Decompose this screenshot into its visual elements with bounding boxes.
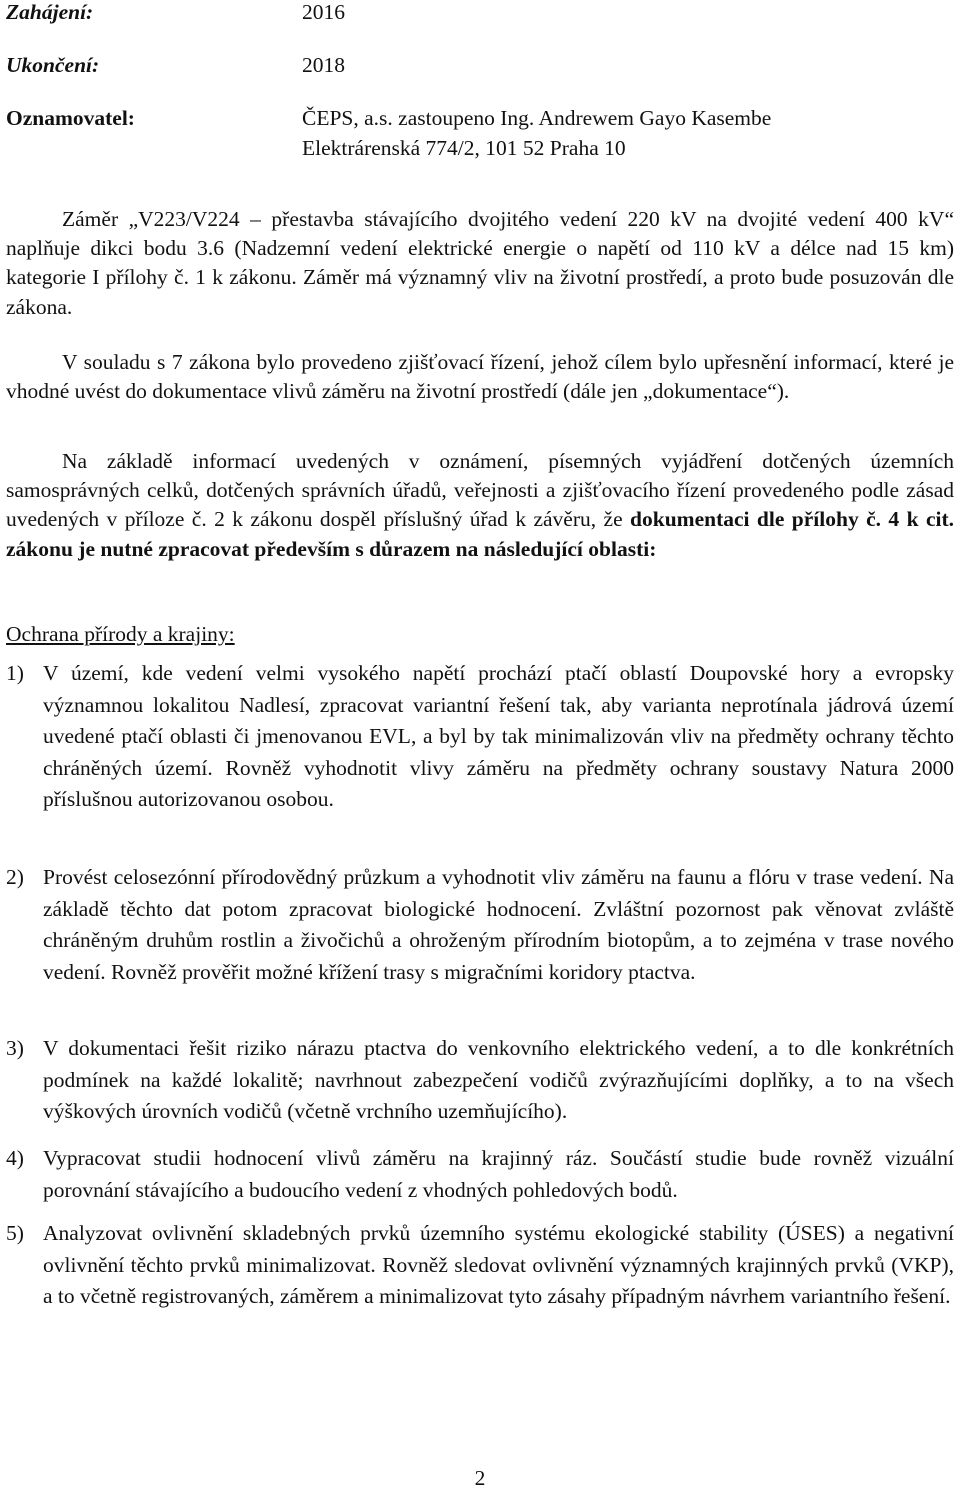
list-item-number: 2)	[6, 865, 24, 889]
paragraph-intent: Záměr „V223/V224 – přestavba stávajícího dvojitého vedení 220 kV na dvojité vedení 400 kV“ naplňuje dikci bodu 3.6 (Nadzemní vedení elektrické energie o napětí od 110 kV a délce nad 15 km) kategorie I přílohy č. 1 k zákonu. Záměr má významný vliv na životní prostředí, a proto bude posuzován dle zákona.	[6, 207, 954, 319]
section-heading: Ochrana přírody a krajiny:	[6, 622, 235, 646]
list-item-text: Vypracovat studii hodnocení vlivů záměru na krajinný ráz. Součástí studie bude rovněž vizuální porovnání stávajícího a budoucího vedení z vhodných pohledových bodů.	[43, 1146, 954, 1202]
notifier-line-1: ČEPS, a.s. zastoupeno Ing. Andrewem Gayo Kasembe	[302, 106, 772, 130]
end-label: Ukončení:	[6, 53, 100, 77]
conclusion-emphasis: dokumentaci dle přílohy č. 4 k cit. zákonu je nutné zpracovat především s důrazem na následující oblasti:	[6, 507, 954, 561]
start-value: 2016	[302, 0, 345, 24]
paragraph-conclusion	[6, 447, 954, 564]
notifier-line-2: Elektrárenská 774/2, 101 52 Praha 10	[302, 136, 626, 160]
start-label: Zahájení:	[6, 0, 94, 24]
page-number: 2	[474, 1466, 486, 1490]
conclusion-text: Na základě informací uvedených v oznámení, písemných vyjádření dotčených územních samosprávných celků, dotčených správních úřadů, veřejnosti a zjišťovacího řízení provedeného podle zásad uvedených v příloze č. 2 k zákonu dospěl příslušný úřad k závěru, že	[6, 449, 954, 532]
list-item-text: Analyzovat ovlivnění skladebných prvků územního systému ekologické stability (ÚSES) a negativní ovlivnění těchto prvků minimalizovat. Rovněž sledovat ovlivnění významných krajinných prvků (VKP), a to včetně registrovaných, záměrem a minimalizovat tyto zásahy případným návrhem variantního řešení.	[43, 1221, 954, 1309]
list-item-number: 5)	[6, 1221, 24, 1245]
list-item-text: Provést celosezónní přírodovědný průzkum a vyhodnotit vliv záměru na faunu a flóru v trase vedení. Na základě těchto dat potom zpracovat biologické hodnocení. Zvláštní pozornost pak věnovat zvláště chráněným druhům rostlin a živočichů a ohroženým přírodním biotopům, a to zejména v trase nového vedení. Rovněž prověřit možné křížení trasy s migračními koridory ptactva.	[43, 865, 954, 984]
list-item-text: V území, kde vedení velmi vysokého napětí prochází ptačí oblastí Doupovské hory a evropsky významnou lokalitou Nadlesí, zpracovat variantní řešení tak, aby varianta neprotínala jádrová území uvedené ptačí oblasti či jmenovanou EVL, a byl by tak minimalizován vliv na předměty ochrany těchto chráněných území. Rovněž vyhodnotit vlivy záměru na předměty ochrany soustavy Natura 2000 příslušnou autorizovanou osobou.	[43, 661, 954, 812]
list-item-number: 3)	[6, 1036, 24, 1060]
list-item-text: V dokumentaci řešit riziko nárazu ptactva do venkovního elektrického vedení, a to dle konkrétních podmínek na každé lokalitě; navrhnout zabezpečení vodičů zvýrazňujícími doplňky, a to na všech výškových úrovních vodičů (včetně vrchního uzemňujícího).	[43, 1036, 954, 1124]
paragraph-screening: V souladu s 7 zákona bylo provedeno zjišťovací řízení, jehož cílem bylo upřesnění informací, které je vhodné uvést do dokumentace vlivů záměru na životní prostředí (dále jen „dokumentace“).	[6, 350, 954, 404]
end-value: 2018	[302, 53, 345, 77]
list-item-number: 1)	[6, 661, 24, 685]
list-item-number: 4)	[6, 1146, 24, 1170]
notifier-label: Oznamovatel:	[6, 106, 135, 130]
